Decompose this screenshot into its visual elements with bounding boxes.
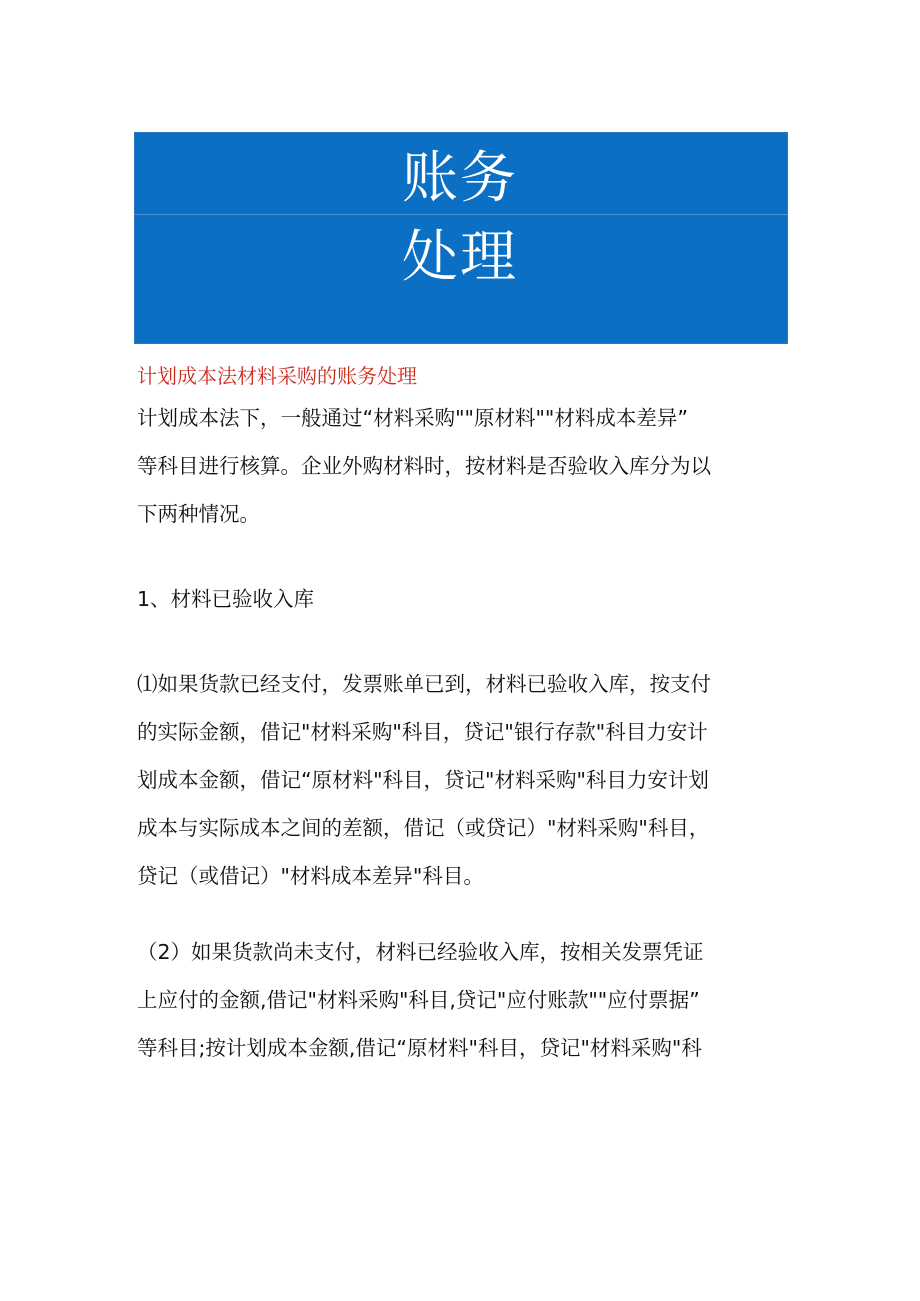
paragraph-case-2 (137, 928, 790, 1072)
paragraph-line: （2）如果货款尚未支付，材料已经验收入库，按相关发票凭证 (137, 940, 704, 964)
paragraph-line: 等科目;按计划成本金额,借记“原材料"科目，贷记"材料采购"科 (137, 1036, 702, 1060)
paragraph-line: 贷记（或借记）"材料成本差异"科目。 (137, 864, 484, 888)
paragraph-intro (137, 394, 790, 538)
spacer (137, 538, 790, 575)
document-body (137, 360, 790, 1072)
paragraph-line: 下两种情况。 (137, 502, 260, 526)
section-title: 计划成本法材料采购的账务处理 (137, 364, 417, 388)
subheading: 1、材料已验收入库 (137, 587, 315, 611)
paragraph-line: 上应付的金额,借记"材料采购"科目,贷记"应付账款""应付票据” (137, 988, 700, 1012)
paragraph-line: 成本与实际成本之间的差额，借记（或贷记）"材料采购"科目， (137, 816, 710, 840)
spacer (137, 900, 790, 928)
paragraph-line: 的实际金额，借记"材料采购"科目，贷记"银行存款"科目力安计 (137, 720, 708, 744)
paragraph-line: 计划成本法下，一般通过“材料采购""原材料""材料成本差异” (137, 406, 688, 430)
banner-divider (134, 214, 788, 215)
paragraph-line: 等科目进行核算。企业外购材料时，按材料是否验收入库分为以 (137, 454, 711, 478)
paragraph-line: ⑴如果货款已经支付，发票账单已到，材料已验收入库，按支付 (137, 672, 711, 696)
banner-title-line-1: 账务 (402, 146, 518, 211)
spacer (137, 623, 790, 660)
banner-title-line-2: 处理 (402, 225, 518, 290)
paragraph-case-1 (137, 660, 790, 900)
paragraph-line: 划成本金额，借记“原材料"科目，贷记"材料采购"科目力安计划 (137, 768, 709, 792)
paragraph-heading-1 (137, 575, 790, 623)
